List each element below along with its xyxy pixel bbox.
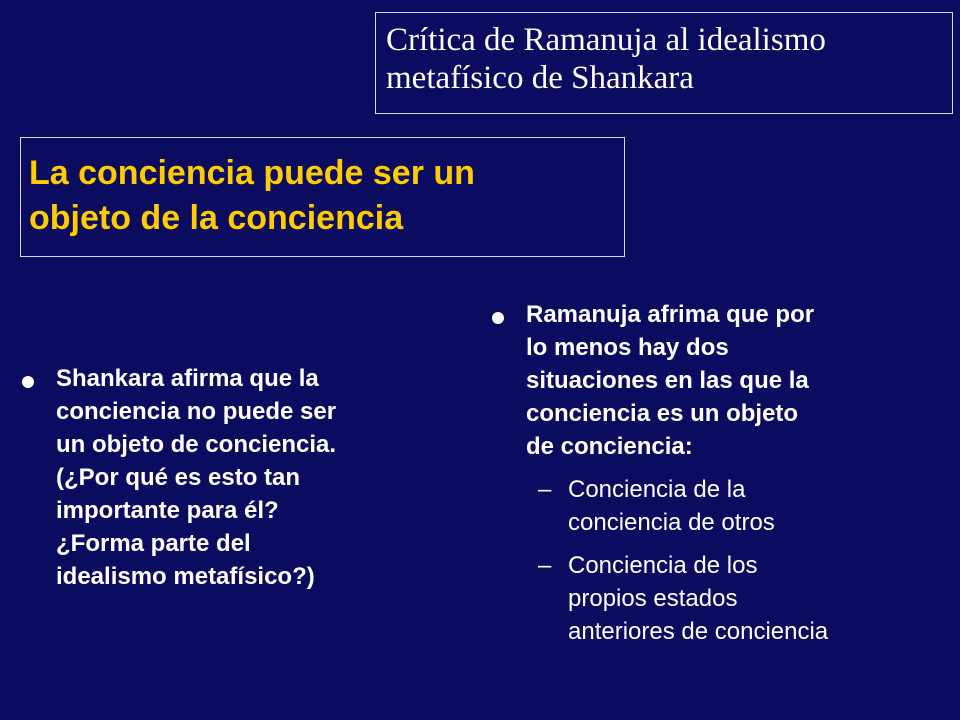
left-line-4: (¿Por qué es esto tan — [56, 464, 301, 491]
left-line-1: Shankara afirma que la — [56, 365, 319, 392]
left-line-6: ¿Forma parte del — [56, 530, 251, 557]
title-line-2: objeto de la conciencia — [29, 199, 404, 237]
left-line-5: importante para él? — [56, 497, 279, 524]
title-line-1: La conciencia puede ser un — [29, 154, 475, 192]
right-bullet — [492, 298, 932, 648]
right-line-4: conciencia es un objeto — [526, 400, 799, 427]
left-line-2: conciencia no puede ser — [56, 398, 337, 425]
sub-item-line: conciencia de otros — [568, 509, 775, 536]
bullet-dot-icon — [22, 376, 34, 388]
right-line-2: lo menos hay dos — [526, 334, 729, 361]
header-line-1: Crítica de Ramanuja al idealismo — [386, 22, 826, 58]
left-bullet-text — [22, 362, 442, 593]
left-line-3: un objeto de conciencia. — [56, 431, 337, 458]
sub-item — [492, 473, 932, 539]
sub-item-line: Conciencia de los — [568, 552, 758, 579]
dash-icon: – — [538, 552, 552, 579]
right-bullet-text — [492, 298, 932, 463]
slide-title-box — [20, 137, 625, 257]
dash-icon: – — [538, 476, 552, 503]
right-line-3: situaciones en las que la — [526, 367, 809, 394]
sub-item-line: Conciencia de la — [568, 476, 746, 503]
right-line-5: de conciencia: — [526, 433, 693, 460]
header-line-2: metafísico de Shankara — [386, 60, 694, 96]
left-bullet — [22, 362, 442, 593]
sub-item — [492, 549, 932, 648]
slide-header-box — [375, 12, 953, 114]
sub-item-line: propios estados — [568, 585, 738, 612]
bullet-dot-icon — [492, 312, 504, 324]
sub-item-line: anteriores de conciencia — [568, 618, 829, 645]
left-line-7: idealismo metafísico?) — [56, 563, 315, 590]
right-line-1: Ramanuja afrima que por — [526, 301, 815, 328]
